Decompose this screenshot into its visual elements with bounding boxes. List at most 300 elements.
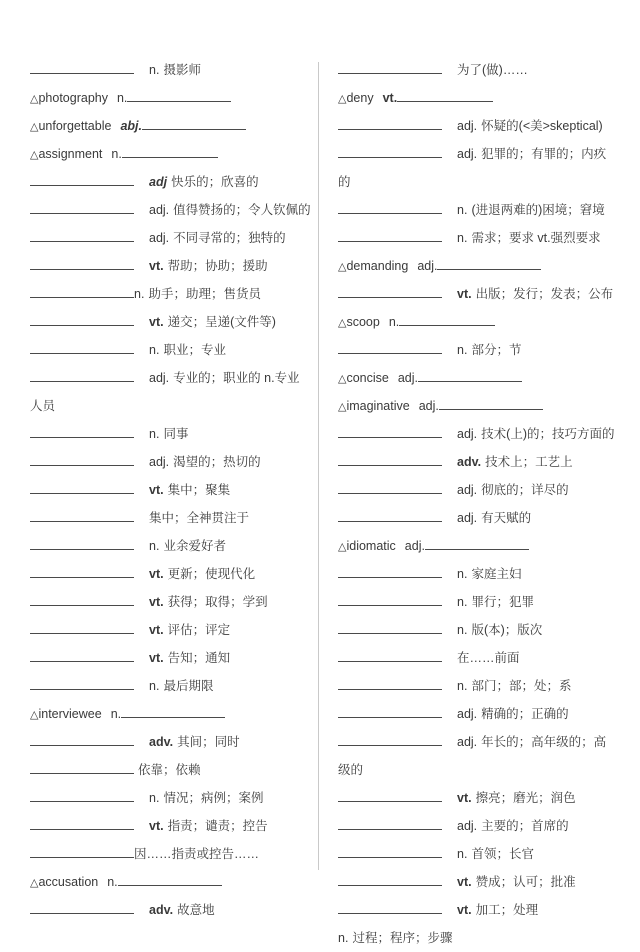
answer-blank[interactable] <box>338 118 442 130</box>
spacer <box>134 672 149 700</box>
part-of-speech: n. <box>457 847 468 861</box>
vocabulary-entry <box>338 532 618 560</box>
vocabulary-entry <box>338 644 618 672</box>
answer-blank[interactable] <box>338 482 442 494</box>
triangle-marker-icon: △ <box>30 121 39 133</box>
answer-blank[interactable] <box>30 258 134 270</box>
answer-blank[interactable] <box>338 510 442 522</box>
part-of-speech: adj <box>149 175 168 189</box>
column-divider <box>318 62 319 870</box>
spacer <box>134 476 149 504</box>
answer-blank[interactable] <box>30 762 134 774</box>
part-of-speech: vt. <box>457 791 472 805</box>
answer-blank[interactable] <box>30 314 134 326</box>
vocabulary-entry <box>30 252 312 280</box>
triangle-marker-icon: △ <box>338 261 347 273</box>
chinese-gloss: 摄影师 <box>163 63 201 77</box>
spacer <box>134 308 149 336</box>
headword: accusation <box>38 875 99 889</box>
chinese-gloss: 情况；病例；案例 <box>163 791 264 805</box>
part-of-speech: n. <box>149 427 160 441</box>
vocabulary-entry <box>30 476 312 504</box>
spacer <box>442 224 457 252</box>
vocabulary-entry <box>338 224 618 252</box>
headword: idiomatic <box>346 539 396 553</box>
answer-blank[interactable] <box>127 90 231 102</box>
vocabulary-column-left <box>14 56 318 924</box>
chinese-gloss: 加工；处理 <box>475 903 539 917</box>
headword: demanding <box>346 259 409 273</box>
vocabulary-entry <box>30 336 312 364</box>
part-of-speech: n. <box>149 679 160 693</box>
spacer <box>134 336 149 364</box>
vocabulary-entry <box>338 364 618 392</box>
spacer <box>134 252 149 280</box>
answer-blank[interactable] <box>338 706 442 718</box>
part-of-speech: n. <box>149 63 160 77</box>
vocabulary-entry <box>338 84 618 112</box>
answer-blank[interactable] <box>338 790 442 802</box>
answer-blank[interactable] <box>30 734 134 746</box>
answer-blank[interactable] <box>338 202 442 214</box>
answer-blank[interactable] <box>338 230 442 242</box>
answer-blank[interactable] <box>338 566 442 578</box>
answer-blank[interactable] <box>30 566 134 578</box>
spacer <box>134 784 149 812</box>
part-of-speech: adj. <box>457 427 478 441</box>
triangle-marker-icon: △ <box>30 93 39 105</box>
chinese-gloss: 职业；专业 <box>163 343 226 357</box>
spacer <box>134 504 149 532</box>
spacer <box>442 672 457 700</box>
part-of-speech: adj. <box>149 371 170 385</box>
headword: imaginative <box>346 399 410 413</box>
part-of-speech: vt. <box>149 567 164 581</box>
vocabulary-entry <box>338 588 618 616</box>
chinese-gloss: 部门；部；处；系 <box>471 679 572 693</box>
headword: unforgettable <box>38 119 112 133</box>
part-of-speech: n. <box>338 931 349 945</box>
triangle-marker-icon: △ <box>338 401 347 413</box>
part-of-speech: adj. <box>397 371 419 385</box>
part-of-speech: n. <box>149 791 160 805</box>
vocabulary-entry <box>338 308 618 336</box>
answer-blank[interactable] <box>338 650 442 662</box>
vocabulary-entry <box>30 140 312 168</box>
spacer <box>408 252 417 280</box>
vocabulary-entry <box>338 728 618 784</box>
vocabulary-entry <box>30 644 312 672</box>
chinese-gloss: 精确的；正确的 <box>481 707 569 721</box>
spacer <box>134 168 149 196</box>
part-of-speech: n. <box>457 595 468 609</box>
part-of-speech: n. <box>457 203 468 217</box>
answer-blank[interactable] <box>338 678 442 690</box>
vocabulary-entry <box>30 728 312 756</box>
vocabulary-entry <box>30 812 312 840</box>
part-of-speech: n. <box>110 707 122 721</box>
answer-blank[interactable] <box>118 874 222 886</box>
answer-blank[interactable] <box>30 426 134 438</box>
chinese-gloss: 同事 <box>163 427 189 441</box>
chinese-gloss: 过程；程序；步骤 <box>352 931 453 945</box>
spacer <box>134 448 149 476</box>
part-of-speech: adj. <box>417 259 438 273</box>
spacer <box>134 616 149 644</box>
part-of-speech: adv. <box>149 735 174 749</box>
vocabulary-entry <box>30 168 312 196</box>
answer-blank[interactable] <box>338 286 442 298</box>
chinese-gloss: 值得赞扬的；令人钦佩的 <box>173 203 311 217</box>
part-of-speech: n. <box>457 623 468 637</box>
chinese-gloss: (进退两难的)困境；窘境 <box>471 203 605 217</box>
vocabulary-entry <box>338 700 618 728</box>
chinese-gloss: 赞成；认可；批准 <box>475 875 576 889</box>
answer-blank[interactable] <box>30 174 134 186</box>
spacer <box>442 56 457 84</box>
answer-blank[interactable] <box>30 286 134 298</box>
vocabulary-entry <box>338 420 618 448</box>
chinese-gloss: 擦亮；磨光；润色 <box>475 791 576 805</box>
part-of-speech: vt. <box>149 651 164 665</box>
vocabulary-entry <box>30 364 312 420</box>
vocabulary-entry <box>338 840 618 868</box>
spacer <box>442 700 457 728</box>
part-of-speech: n. <box>457 679 468 693</box>
spacer <box>134 196 149 224</box>
part-of-speech: vt. <box>149 483 164 497</box>
answer-blank[interactable] <box>338 874 442 886</box>
chinese-gloss: 主要的；首席的 <box>481 819 569 833</box>
answer-blank[interactable] <box>30 678 134 690</box>
chinese-gloss: 犯罪的；有罪的；内疚的 <box>338 147 607 189</box>
chinese-gloss: 专业的；职业的 n.专业人员 <box>30 371 300 413</box>
answer-blank[interactable] <box>30 594 134 606</box>
triangle-marker-icon: △ <box>338 317 347 329</box>
spacer <box>134 812 149 840</box>
chinese-gloss: 技术上；工艺上 <box>485 455 573 469</box>
answer-blank[interactable] <box>30 454 134 466</box>
vocabulary-entry <box>30 784 312 812</box>
chinese-gloss: 因……指责或控告…… <box>134 847 260 861</box>
chinese-gloss: 集中；全神贯注于 <box>149 511 250 525</box>
spacer <box>442 896 457 924</box>
spacer <box>442 616 457 644</box>
vocabulary-entry <box>30 756 312 784</box>
chinese-gloss: 快乐的；欣喜的 <box>171 175 259 189</box>
answer-blank[interactable] <box>30 538 134 550</box>
chinese-gloss: 告知；通知 <box>167 651 231 665</box>
part-of-speech: vt. <box>457 287 472 301</box>
answer-blank[interactable] <box>30 342 134 354</box>
spacer <box>442 588 457 616</box>
spacer <box>134 532 149 560</box>
vocabulary-entry <box>338 252 618 280</box>
answer-blank[interactable] <box>338 846 442 858</box>
answer-blank[interactable] <box>338 594 442 606</box>
vocabulary-entry <box>338 336 618 364</box>
spacer <box>442 448 457 476</box>
spacer <box>98 868 107 896</box>
vocabulary-entry <box>338 924 618 952</box>
chinese-gloss: 不同寻常的；独特的 <box>173 231 286 245</box>
part-of-speech: vt. <box>149 259 164 273</box>
answer-blank[interactable] <box>30 622 134 634</box>
part-of-speech: n. <box>388 315 400 329</box>
chinese-gloss: 渴望的；热切的 <box>173 455 261 469</box>
vocabulary-entry <box>338 560 618 588</box>
vocabulary-entry <box>30 532 312 560</box>
answer-blank[interactable] <box>338 818 442 830</box>
chinese-gloss: 助手；助理；售货员 <box>148 287 261 301</box>
headword: assignment <box>38 147 103 161</box>
spacer <box>134 644 149 672</box>
chinese-gloss: 首领；长官 <box>471 847 534 861</box>
spacer <box>134 896 149 924</box>
headword: deny <box>346 91 374 105</box>
part-of-speech: adj. <box>457 483 478 497</box>
vocabulary-entry <box>338 812 618 840</box>
answer-blank[interactable] <box>30 62 134 74</box>
part-of-speech: vt. <box>149 315 164 329</box>
spacer <box>442 504 457 532</box>
part-of-speech: adj. <box>418 399 439 413</box>
answer-blank[interactable] <box>142 118 246 130</box>
part-of-speech: adj. <box>457 735 478 749</box>
part-of-speech: n. <box>134 287 145 301</box>
spacer <box>134 224 149 252</box>
part-of-speech: adj. <box>457 511 478 525</box>
answer-blank[interactable] <box>30 370 134 382</box>
vocabulary-entry <box>338 140 618 196</box>
chinese-gloss: 帮助；协助；援助 <box>167 259 268 273</box>
vocabulary-entry <box>338 280 618 308</box>
answer-blank[interactable] <box>338 622 442 634</box>
chinese-gloss: 有天赋的 <box>481 511 532 525</box>
answer-blank[interactable] <box>30 790 134 802</box>
part-of-speech: abj. <box>120 119 142 133</box>
chinese-gloss: 在……前面 <box>457 651 520 665</box>
vocabulary-entry <box>30 448 312 476</box>
spacer <box>374 84 383 112</box>
vocabulary-entry <box>338 112 618 140</box>
part-of-speech: n. <box>457 343 468 357</box>
chinese-gloss: 技术(上)的；技巧方面的 <box>481 427 615 441</box>
answer-blank[interactable] <box>30 202 134 214</box>
part-of-speech: adv. <box>149 903 174 917</box>
spacer <box>442 336 457 364</box>
chinese-gloss: 为了(做)…… <box>457 63 528 77</box>
part-of-speech: n. <box>107 875 118 889</box>
part-of-speech: adv. <box>457 455 482 469</box>
vocabulary-entry <box>338 448 618 476</box>
spacer <box>380 308 389 336</box>
vocabulary-entry <box>30 112 312 140</box>
answer-blank[interactable] <box>122 146 218 158</box>
spacer <box>442 196 457 224</box>
part-of-speech: vt. <box>457 875 472 889</box>
part-of-speech: n. <box>116 91 128 105</box>
answer-blank[interactable] <box>338 62 442 74</box>
vocabulary-entry <box>30 616 312 644</box>
part-of-speech: n. <box>111 147 122 161</box>
chinese-gloss: 部分；节 <box>471 343 522 357</box>
vocabulary-entry <box>338 672 618 700</box>
vocabulary-entry <box>338 868 618 896</box>
chinese-gloss: 罪行；犯罪 <box>471 595 534 609</box>
answer-blank[interactable] <box>30 230 134 242</box>
spacer <box>442 868 457 896</box>
part-of-speech: adj. <box>149 231 170 245</box>
spacer <box>396 532 405 560</box>
answer-blank[interactable] <box>30 650 134 662</box>
vocabulary-entry <box>30 56 312 84</box>
vocabulary-entry <box>30 224 312 252</box>
spacer <box>442 420 457 448</box>
answer-blank[interactable] <box>425 538 529 550</box>
vocabulary-entry <box>30 504 312 532</box>
answer-blank[interactable] <box>121 706 225 718</box>
vocabulary-entry <box>338 56 618 84</box>
spacer <box>442 280 457 308</box>
spacer <box>134 364 149 392</box>
spacer <box>442 560 457 588</box>
vocabulary-entry <box>338 392 618 420</box>
answer-blank[interactable] <box>338 454 442 466</box>
answer-blank[interactable] <box>30 846 134 858</box>
headword: photography <box>38 91 108 105</box>
spacer <box>442 112 457 140</box>
part-of-speech: vt. <box>149 819 164 833</box>
triangle-marker-icon: △ <box>30 709 39 721</box>
vocabulary-entry <box>30 280 312 308</box>
part-of-speech: adj. <box>149 455 170 469</box>
part-of-speech: vt. <box>382 91 398 105</box>
spacer <box>410 392 419 420</box>
spacer <box>442 812 457 840</box>
answer-blank[interactable] <box>338 146 442 158</box>
chinese-gloss: 怀疑的(<美>skeptical) <box>481 119 603 133</box>
spacer <box>442 840 457 868</box>
spacer <box>134 728 149 756</box>
triangle-marker-icon: △ <box>338 93 347 105</box>
headword: concise <box>346 371 389 385</box>
vocabulary-entry <box>338 476 618 504</box>
answer-blank[interactable] <box>397 90 493 102</box>
answer-blank[interactable] <box>30 510 134 522</box>
vocabulary-entry <box>338 616 618 644</box>
chinese-gloss: 年长的；高年级的；高级的 <box>338 735 607 777</box>
chinese-gloss: 业余爱好者 <box>163 539 226 553</box>
chinese-gloss: 最后期限 <box>163 679 214 693</box>
spacer <box>102 700 111 728</box>
answer-blank[interactable] <box>30 818 134 830</box>
triangle-marker-icon: △ <box>338 373 347 385</box>
vocabulary-entry <box>338 896 618 924</box>
triangle-marker-icon: △ <box>338 541 347 553</box>
part-of-speech: n. <box>457 231 468 245</box>
part-of-speech: adj. <box>149 203 170 217</box>
spacer <box>442 476 457 504</box>
vocabulary-entry <box>30 896 312 924</box>
answer-blank[interactable] <box>399 314 495 326</box>
headword: scoop <box>346 315 380 329</box>
chinese-gloss: 获得；取得；学到 <box>167 595 268 609</box>
spacer <box>134 588 149 616</box>
spacer <box>389 364 398 392</box>
vocabulary-entry <box>30 672 312 700</box>
chinese-gloss: 依靠；依赖 <box>138 763 201 777</box>
spacer <box>108 84 117 112</box>
part-of-speech: vt. <box>457 903 472 917</box>
chinese-gloss: 更新；使现代化 <box>167 567 256 581</box>
spacer <box>134 420 149 448</box>
answer-blank[interactable] <box>338 734 442 746</box>
spacer <box>442 728 457 756</box>
chinese-gloss: 需求；要求 vt.强烈要求 <box>471 231 601 245</box>
two-column-body <box>14 56 626 952</box>
triangle-marker-icon: △ <box>30 877 39 889</box>
vocabulary-entry <box>338 504 618 532</box>
chinese-gloss: 指责；谴责；控告 <box>167 819 268 833</box>
part-of-speech: adj. <box>457 707 478 721</box>
part-of-speech: vt. <box>149 623 164 637</box>
answer-blank[interactable] <box>338 426 442 438</box>
chinese-gloss: 其间；同时 <box>177 735 240 749</box>
spacer <box>442 140 457 168</box>
chinese-gloss: 家庭主妇 <box>471 567 522 581</box>
vocabulary-entry <box>338 196 618 224</box>
part-of-speech: adj. <box>404 539 425 553</box>
part-of-speech: adj. <box>457 819 478 833</box>
spacer <box>442 784 457 812</box>
spacer <box>134 56 149 84</box>
part-of-speech: n. <box>149 343 160 357</box>
vocabulary-entry <box>30 560 312 588</box>
vocabulary-entry <box>30 84 312 112</box>
part-of-speech: adj. <box>457 119 478 133</box>
answer-blank[interactable] <box>439 398 543 410</box>
vocabulary-entry <box>30 868 312 896</box>
part-of-speech: n. <box>457 567 468 581</box>
part-of-speech: adj. <box>457 147 478 161</box>
answer-blank[interactable] <box>338 342 442 354</box>
vocabulary-entry <box>338 784 618 812</box>
chinese-gloss: 递交；呈递(文件等) <box>167 315 276 329</box>
spacer <box>442 644 457 672</box>
spacer <box>134 560 149 588</box>
answer-blank[interactable] <box>437 258 541 270</box>
part-of-speech: vt. <box>149 595 164 609</box>
triangle-marker-icon: △ <box>30 149 39 161</box>
part-of-speech: n. <box>149 539 160 553</box>
vocabulary-entry <box>30 588 312 616</box>
chinese-gloss: 版(本)；版次 <box>471 623 543 637</box>
headword: interviewee <box>38 707 102 721</box>
vocabulary-entry <box>30 840 312 868</box>
chinese-gloss: 出版；发行；发表；公布 <box>475 287 614 301</box>
answer-blank[interactable] <box>30 482 134 494</box>
chinese-gloss: 集中；聚集 <box>167 483 231 497</box>
answer-blank[interactable] <box>418 370 522 382</box>
vocabulary-entry <box>30 308 312 336</box>
vocabulary-entry <box>30 420 312 448</box>
vocabulary-column-right <box>318 56 622 952</box>
chinese-gloss: 故意地 <box>177 903 215 917</box>
vocabulary-entry <box>30 700 312 728</box>
chinese-gloss: 评估；评定 <box>167 623 231 637</box>
chinese-gloss: 彻底的；详尽的 <box>481 483 569 497</box>
